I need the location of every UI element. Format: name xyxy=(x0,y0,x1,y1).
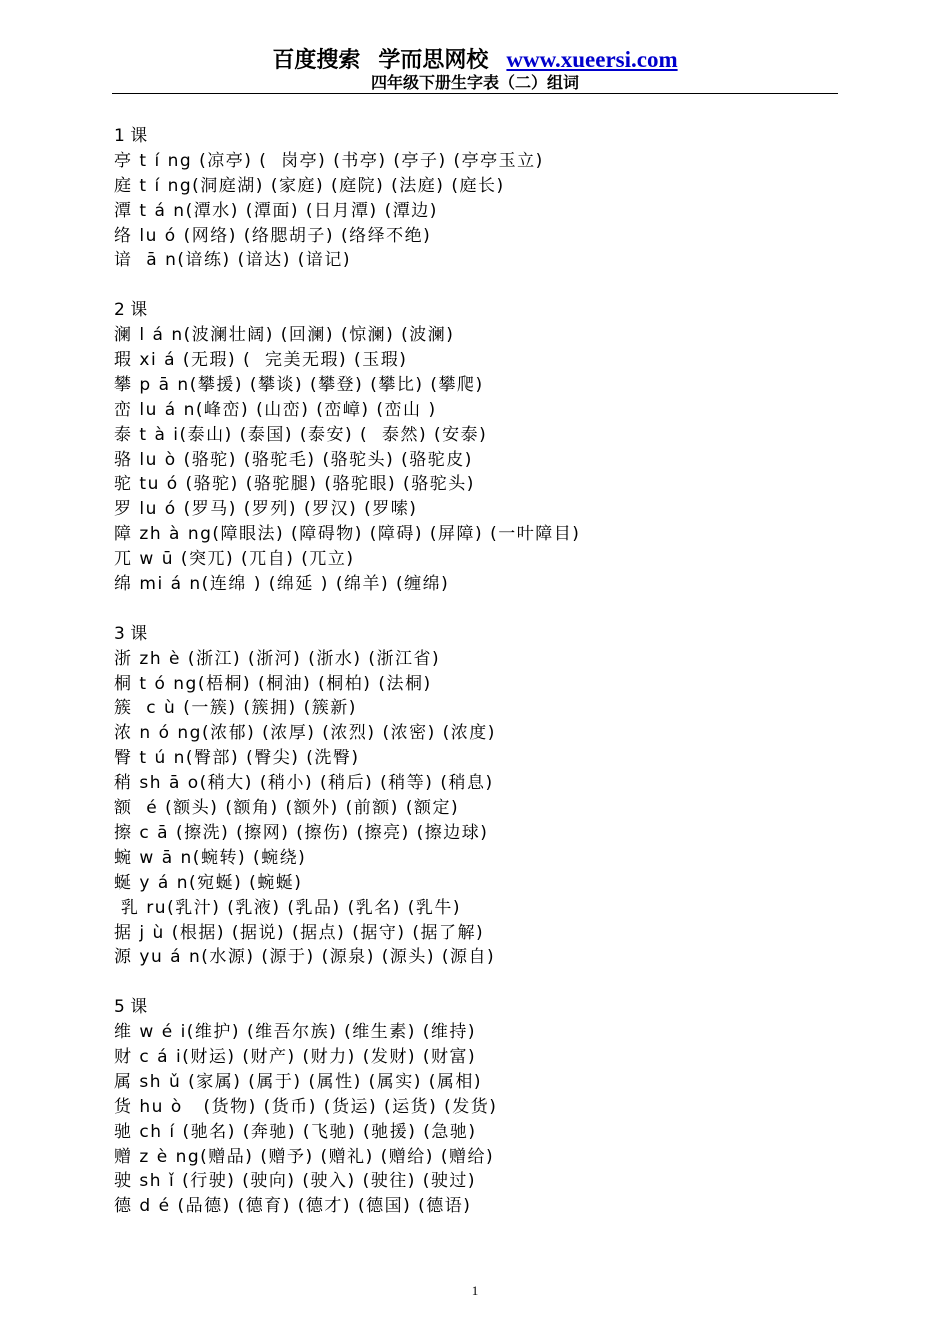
vocabulary-line: 簇 c ù (一簇) (簇拥) (簇新) xyxy=(114,698,357,719)
page-header xyxy=(112,46,838,93)
vocabulary-line: 蜒 y á n(宛蜒) (蜿蜒) xyxy=(114,872,303,893)
vocabulary-line: 额 é (额头) (额角) (额外) (前额) (额定) xyxy=(114,798,460,819)
vocabulary-line: 桐 t ó ng(梧桐) (桐油) (桐柏) (法桐) xyxy=(114,673,432,694)
vocabulary-line: 源 yu á n(水源) (源于) (源泉) (源头) (源自) xyxy=(114,947,496,968)
vocabulary-line: 峦 lu á n(峰峦) (山峦) (峦嶂) (峦山 ) xyxy=(114,399,437,420)
vocabulary-line: 庭 t í ng(洞庭湖) (家庭) (庭院) (法庭) (庭长) xyxy=(114,175,505,196)
document-title: 四年级下册生字表（二）组词 xyxy=(370,73,579,92)
vocabulary-line: 赠 z è ng(赠品) (赠予) (赠礼) (赠给) (赠给) xyxy=(114,1146,495,1167)
vocabulary-line: 据 j ù (根据) (据说) (据点) (据守) (据了解) xyxy=(114,922,485,943)
vocabulary-line: 财 c á i(财运) (财产) (财力) (发财) (财富) xyxy=(114,1046,477,1067)
vocabulary-line: 瑕 xi á (无瑕) ( 完美无瑕) (玉瑕) xyxy=(114,350,408,371)
vocabulary-line: 臀 t ú n(臀部) (臀尖) (洗臀) xyxy=(114,748,360,769)
lesson-title: 3 课 xyxy=(114,623,148,644)
page-number: 1 xyxy=(471,1283,479,1298)
vocabulary-line: 攀 p ā n(攀援) (攀谈) (攀登) (攀比) (攀爬) xyxy=(114,374,484,395)
lesson-title: 5 课 xyxy=(114,997,148,1018)
lesson-title: 2 课 xyxy=(114,300,148,321)
vocabulary-line: 亭 t í ng (凉亭) ( 岗亭) (书亭) (亭子) (亭亭玉立) xyxy=(114,150,544,171)
vocabulary-content xyxy=(114,124,844,1244)
header-school-name: 学而思网校 xyxy=(378,48,489,73)
vocabulary-line: 泰 t à i(泰山) (泰国) (泰安) ( 泰然) (安泰) xyxy=(114,424,488,445)
vocabulary-line: 障 zh à ng(障眼法) (障碍物) (障碍) (屏障) (一叶障目) xyxy=(114,524,581,545)
lesson-section xyxy=(114,124,844,273)
lesson-section xyxy=(114,298,844,597)
header-title-row xyxy=(112,46,838,75)
vocabulary-line: 维 w é i(维护) (维吾尔族) (维生素) (维持) xyxy=(114,1022,477,1043)
lesson-title: 1 课 xyxy=(114,126,148,146)
vocabulary-line: 浙 zh è (浙江) (浙河) (浙水) (浙江省) xyxy=(114,648,441,669)
vocabulary-line: 澜 l á n(波澜壮阔) (回澜) (惊澜) (波澜) xyxy=(114,325,455,346)
vocabulary-line: 属 sh ǔ (家属) (属于) (属性) (属实) (属相) xyxy=(114,1071,483,1092)
vocabulary-line: 货 hu ò (货物) (货币) (货运) (运货) (发货) xyxy=(114,1096,498,1117)
vocabulary-line: 驰 ch í (驰名) (奔驰) (飞驰) (驰援) (急驰) xyxy=(114,1121,477,1142)
vocabulary-line: 擦 c ā (擦洗) (擦网) (擦伤) (擦亮) (擦边球) xyxy=(114,822,489,843)
vocabulary-line: 罗 lu ó (罗马) (罗列) (罗汉) (罗嗦) xyxy=(114,499,418,520)
lesson-section xyxy=(114,995,844,1219)
vocabulary-line: 稍 sh ā o(稍大) (稍小) (稍后) (稍等) (稍息) xyxy=(114,773,494,794)
vocabulary-line: 兀 w ū (突兀) (兀自) (兀立) xyxy=(114,549,355,570)
vocabulary-line: 谙 ā n(谙练) (谙达) (谙记) xyxy=(114,250,352,271)
header-divider xyxy=(112,93,838,94)
vocabulary-line: 乳 ru(乳汁) (乳液) (乳品) (乳名) (乳牛) xyxy=(114,897,462,918)
vocabulary-line: 络 lu ó (网络) (络腮胡子) (络绎不绝) xyxy=(114,225,432,246)
vocabulary-line: 骆 lu ò (骆驼) (骆驼毛) (骆驼头) (骆驼皮) xyxy=(114,449,473,470)
vocabulary-line: 潭 t á n(潭水) (潭面) (日月潭) (潭边) xyxy=(114,200,438,221)
header-site-name: 百度搜索 xyxy=(272,48,361,73)
header-website-link[interactable]: www.xueersi.com xyxy=(506,47,678,72)
vocabulary-line: 蜿 w ā n(蜿转) (蜿绕) xyxy=(114,847,307,868)
vocabulary-line: 驼 tu ó (骆驼) (骆驼腿) (骆驼眼) (骆驼头) xyxy=(114,474,475,495)
vocabulary-line: 德 d é (品德) (德育) (德才) (德国) (德语) xyxy=(114,1196,472,1217)
lesson-section xyxy=(114,622,844,970)
vocabulary-line: 绵 mi á n(连绵 ) (绵延 ) (绵羊) (缠绵) xyxy=(114,574,450,595)
vocabulary-line: 驶 sh ǐ (行驶) (驶向) (驶入) (驶往) (驶过) xyxy=(114,1171,477,1192)
vocabulary-line: 浓 n ó ng(浓郁) (浓厚) (浓烈) (浓密) (浓度) xyxy=(114,723,496,744)
